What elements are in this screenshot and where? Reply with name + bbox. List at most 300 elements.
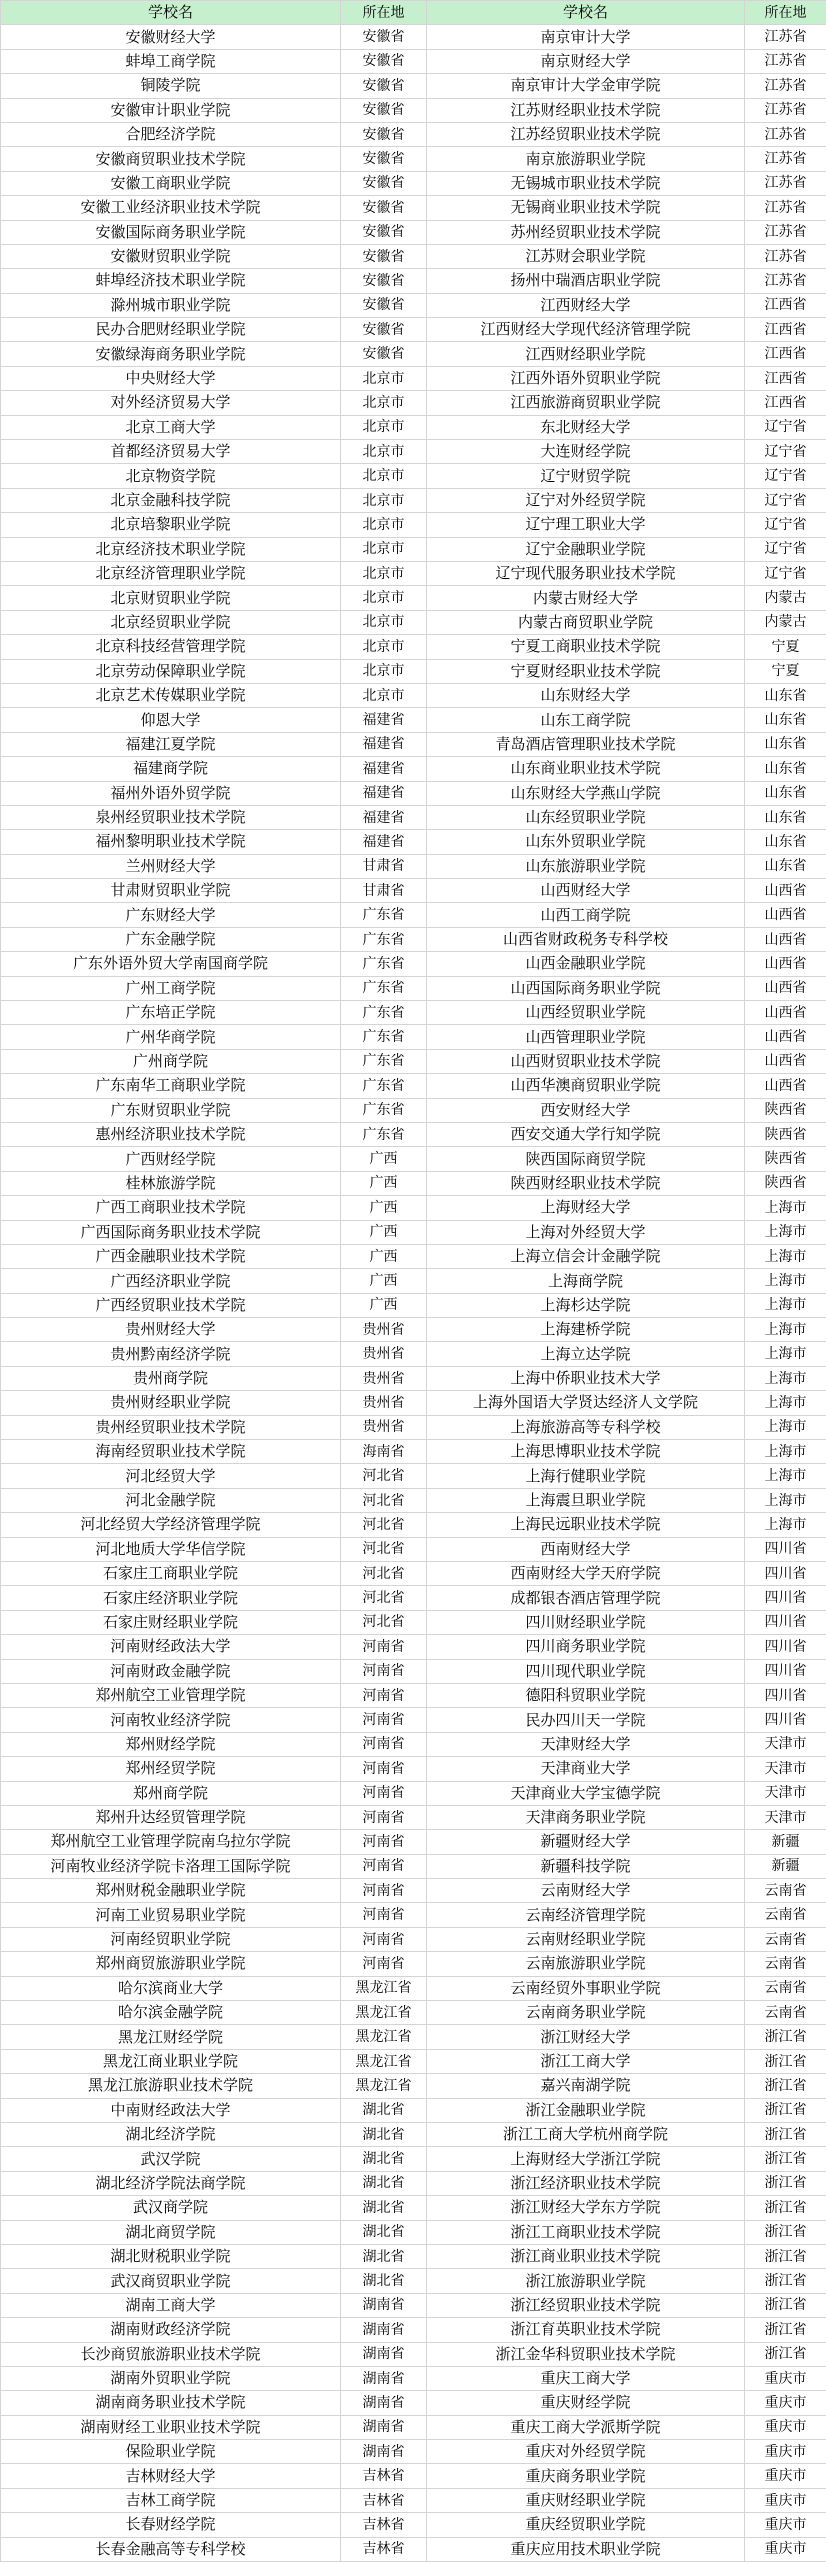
right-location: 山西省 <box>745 927 826 951</box>
left-location: 安徽省 <box>341 269 427 293</box>
right-school-name: 山东外贸职业学院 <box>427 830 745 854</box>
table-row <box>1 1513 826 1537</box>
table-row <box>1 1196 826 1220</box>
left-school-name: 首都经济贸易大学 <box>1 440 341 464</box>
left-school-name: 铜陵学院 <box>1 74 341 98</box>
left-location: 北京市 <box>341 610 427 634</box>
right-location: 重庆市 <box>745 2415 826 2439</box>
left-school-name: 贵州财经职业学院 <box>1 1391 341 1415</box>
left-school-name: 北京培黎职业学院 <box>1 513 341 537</box>
left-school-name: 湖南工商大学 <box>1 2293 341 2317</box>
left-school-name: 合肥经济学院 <box>1 122 341 146</box>
right-location: 陕西省 <box>745 1171 826 1195</box>
left-school-name: 黑龙江旅游职业技术学院 <box>1 2074 341 2098</box>
right-location: 上海市 <box>745 1513 826 1537</box>
right-location: 江苏省 <box>745 25 826 49</box>
left-school-name: 蚌埠经济技术职业学院 <box>1 269 341 293</box>
table-row <box>1 610 826 634</box>
right-location: 上海市 <box>745 1318 826 1342</box>
right-location: 辽宁省 <box>745 513 826 537</box>
left-location: 北京市 <box>341 391 427 415</box>
left-school-name: 吉林财经大学 <box>1 2464 341 2488</box>
left-location: 广东省 <box>341 1074 427 1098</box>
left-location: 安徽省 <box>341 49 427 73</box>
table-row <box>1 1635 826 1659</box>
table-row <box>1 1488 826 1512</box>
left-location: 北京市 <box>341 415 427 439</box>
left-school-name: 郑州财经学院 <box>1 1732 341 1756</box>
left-location: 河北省 <box>341 1537 427 1561</box>
right-location: 江苏省 <box>745 196 826 220</box>
left-school-name: 湖北财税职业学院 <box>1 2244 341 2268</box>
left-location: 安徽省 <box>341 171 427 195</box>
right-location: 陕西省 <box>745 1147 826 1171</box>
right-location: 四川省 <box>745 1635 826 1659</box>
left-school-name: 贵州财经大学 <box>1 1318 341 1342</box>
left-school-name: 广东金融学院 <box>1 927 341 951</box>
table-row <box>1 659 826 683</box>
right-location: 四川省 <box>745 1562 826 1586</box>
right-school-name: 无锡商业职业技术学院 <box>427 196 745 220</box>
table-row <box>1 2001 826 2025</box>
left-school-name: 北京金融科技学院 <box>1 488 341 512</box>
table-row <box>1 391 826 415</box>
left-school-name: 广州商学院 <box>1 1049 341 1073</box>
table-row <box>1 1220 826 1244</box>
left-location: 湖南省 <box>341 2342 427 2366</box>
right-school-name: 重庆应用技术职业学院 <box>427 2537 745 2561</box>
right-school-name: 江苏财经职业技术学院 <box>427 98 745 122</box>
left-location: 北京市 <box>341 464 427 488</box>
left-school-name: 石家庄工商职业学院 <box>1 1562 341 1586</box>
left-location: 河北省 <box>341 1562 427 1586</box>
right-school-name: 上海行健职业学院 <box>427 1464 745 1488</box>
left-location: 广东省 <box>341 1001 427 1025</box>
table-row <box>1 1903 826 1927</box>
right-school-name: 南京财经大学 <box>427 49 745 73</box>
left-location: 河北省 <box>341 1488 427 1512</box>
schools-table-body <box>1 1 826 2562</box>
left-school-name: 郑州航空工业管理学院南乌拉尔学院 <box>1 1830 341 1854</box>
right-school-name: 山西管理职业学院 <box>427 1025 745 1049</box>
right-location: 辽宁省 <box>745 464 826 488</box>
right-location: 山东省 <box>745 830 826 854</box>
table-row <box>1 2220 826 2244</box>
table-row <box>1 147 826 171</box>
table-row <box>1 1854 826 1878</box>
right-school-name: 山东商业职业技术学院 <box>427 757 745 781</box>
header-left-school-name: 学校名 <box>1 1 341 25</box>
left-location: 广东省 <box>341 1098 427 1122</box>
right-location: 重庆市 <box>745 2391 826 2415</box>
left-school-name: 广西财经学院 <box>1 1147 341 1171</box>
table-row <box>1 513 826 537</box>
right-school-name: 辽宁金融职业学院 <box>427 537 745 561</box>
left-school-name: 对外经济贸易大学 <box>1 391 341 415</box>
table-row <box>1 2025 826 2049</box>
table-row <box>1 1440 826 1464</box>
table-row <box>1 1610 826 1634</box>
right-location: 江苏省 <box>745 98 826 122</box>
left-location: 湖北省 <box>341 2269 427 2293</box>
left-location: 海南省 <box>341 1440 427 1464</box>
left-location: 河北省 <box>341 1464 427 1488</box>
right-location: 浙江省 <box>745 2147 826 2171</box>
left-school-name: 湖南商务职业技术学院 <box>1 2391 341 2415</box>
right-location: 重庆市 <box>745 2537 826 2561</box>
right-school-name: 江西旅游商贸职业学院 <box>427 391 745 415</box>
table-row <box>1 1976 826 2000</box>
table-row <box>1 1147 826 1171</box>
right-school-name: 上海思博职业技术学院 <box>427 1440 745 1464</box>
table-row <box>1 1244 826 1268</box>
left-location: 贵州省 <box>341 1342 427 1366</box>
left-location: 安徽省 <box>341 25 427 49</box>
table-row <box>1 2440 826 2464</box>
table-row <box>1 440 826 464</box>
right-school-name: 云南财经大学 <box>427 1879 745 1903</box>
left-location: 甘肃省 <box>341 879 427 903</box>
right-school-name: 宁夏工商职业技术学院 <box>427 635 745 659</box>
left-location: 广东省 <box>341 927 427 951</box>
table-row <box>1 1025 826 1049</box>
left-location: 河南省 <box>341 1635 427 1659</box>
right-location: 山西省 <box>745 879 826 903</box>
left-school-name: 北京工商大学 <box>1 415 341 439</box>
right-location: 辽宁省 <box>745 561 826 585</box>
right-location: 四川省 <box>745 1683 826 1707</box>
table-row <box>1 488 826 512</box>
left-school-name: 湖北经济学院 <box>1 2122 341 2146</box>
left-school-name: 河北经贸大学 <box>1 1464 341 1488</box>
left-school-name: 石家庄财经职业学院 <box>1 1610 341 1634</box>
right-school-name: 上海旅游高等专科学校 <box>427 1415 745 1439</box>
right-location: 江苏省 <box>745 147 826 171</box>
right-school-name: 重庆工商大学派斯学院 <box>427 2415 745 2439</box>
right-school-name: 四川商务职业学院 <box>427 1635 745 1659</box>
table-row <box>1 561 826 585</box>
table-row <box>1 1683 826 1707</box>
right-school-name: 苏州经贸职业技术学院 <box>427 220 745 244</box>
right-school-name: 无锡城市职业技术学院 <box>427 171 745 195</box>
right-school-name: 上海立达学院 <box>427 1342 745 1366</box>
left-school-name: 贵州经贸职业技术学院 <box>1 1415 341 1439</box>
table-row <box>1 2244 826 2268</box>
right-school-name: 浙江商业职业技术学院 <box>427 2244 745 2268</box>
right-location: 天津市 <box>745 1805 826 1829</box>
left-school-name: 郑州财税金融职业学院 <box>1 1879 341 1903</box>
right-school-name: 浙江金融职业学院 <box>427 2098 745 2122</box>
right-location: 山东省 <box>745 732 826 756</box>
right-school-name: 德阳科贸职业学院 <box>427 1683 745 1707</box>
right-location: 新疆 <box>745 1854 826 1878</box>
left-school-name: 郑州经贸学院 <box>1 1757 341 1781</box>
right-school-name: 浙江经贸职业技术学院 <box>427 2293 745 2317</box>
left-location: 湖北省 <box>341 2244 427 2268</box>
right-school-name: 上海商学院 <box>427 1269 745 1293</box>
table-row <box>1 1342 826 1366</box>
left-location: 广东省 <box>341 903 427 927</box>
left-school-name: 中南财经政法大学 <box>1 2098 341 2122</box>
right-location: 陕西省 <box>745 1098 826 1122</box>
table-row <box>1 2391 826 2415</box>
left-location: 安徽省 <box>341 74 427 98</box>
left-location: 河南省 <box>341 1854 427 1878</box>
right-school-name: 西安财经大学 <box>427 1098 745 1122</box>
right-location: 江西省 <box>745 318 826 342</box>
left-school-name: 广州华商学院 <box>1 1025 341 1049</box>
table-row <box>1 537 826 561</box>
right-school-name: 陕西国际商贸学院 <box>427 1147 745 1171</box>
right-school-name: 上海财经大学浙江学院 <box>427 2147 745 2171</box>
right-location: 浙江省 <box>745 2098 826 2122</box>
right-location: 山西省 <box>745 976 826 1000</box>
table-row <box>1 2415 826 2439</box>
table-row <box>1 586 826 610</box>
left-school-name: 湖南财经工业职业技术学院 <box>1 2415 341 2439</box>
left-school-name: 中央财经大学 <box>1 366 341 390</box>
right-location: 浙江省 <box>745 2220 826 2244</box>
left-location: 湖南省 <box>341 2391 427 2415</box>
right-school-name: 西安交通大学行知学院 <box>427 1122 745 1146</box>
table-row <box>1 830 826 854</box>
left-school-name: 安徽商贸职业技术学院 <box>1 147 341 171</box>
table-row <box>1 2074 826 2098</box>
left-location: 广东省 <box>341 1049 427 1073</box>
table-row <box>1 903 826 927</box>
right-school-name: 南京审计大学金审学院 <box>427 74 745 98</box>
left-location: 福建省 <box>341 781 427 805</box>
right-school-name: 南京旅游职业学院 <box>427 147 745 171</box>
table-row <box>1 25 826 49</box>
left-location: 河北省 <box>341 1586 427 1610</box>
left-location: 河南省 <box>341 1781 427 1805</box>
right-location: 重庆市 <box>745 2464 826 2488</box>
left-location: 河南省 <box>341 1927 427 1951</box>
left-school-name: 北京艺术传媒职业学院 <box>1 683 341 707</box>
left-school-name: 海南经贸职业技术学院 <box>1 1440 341 1464</box>
table-row <box>1 708 826 732</box>
left-location: 河南省 <box>341 1952 427 1976</box>
right-location: 四川省 <box>745 1610 826 1634</box>
right-school-name: 新疆财经大学 <box>427 1830 745 1854</box>
left-school-name: 广西经贸职业技术学院 <box>1 1293 341 1317</box>
left-school-name: 北京物资学院 <box>1 464 341 488</box>
right-location: 上海市 <box>745 1342 826 1366</box>
right-location: 江苏省 <box>745 269 826 293</box>
left-location: 贵州省 <box>341 1318 427 1342</box>
right-school-name: 上海建桥学院 <box>427 1318 745 1342</box>
right-school-name: 山西财贸职业技术学院 <box>427 1049 745 1073</box>
left-location: 河南省 <box>341 1732 427 1756</box>
left-location: 黑龙江省 <box>341 2025 427 2049</box>
right-school-name: 江西财经大学现代经济管理学院 <box>427 318 745 342</box>
left-school-name: 蚌埠工商学院 <box>1 49 341 73</box>
left-school-name: 河南牧业经济学院卡洛理工国际学院 <box>1 1854 341 1878</box>
right-school-name: 上海立信会计金融学院 <box>427 1244 745 1268</box>
right-location: 上海市 <box>745 1488 826 1512</box>
table-row <box>1 1927 826 1951</box>
right-location: 四川省 <box>745 1537 826 1561</box>
right-location: 江西省 <box>745 293 826 317</box>
right-location: 上海市 <box>745 1366 826 1390</box>
right-school-name: 上海民远职业技术学院 <box>427 1513 745 1537</box>
right-school-name: 浙江金华科贸职业技术学院 <box>427 2342 745 2366</box>
left-school-name: 广东财经大学 <box>1 903 341 927</box>
right-school-name: 云南经贸外事职业学院 <box>427 1976 745 2000</box>
left-location: 湖北省 <box>341 2098 427 2122</box>
left-school-name: 广东培正学院 <box>1 1001 341 1025</box>
left-school-name: 滁州城市职业学院 <box>1 293 341 317</box>
right-school-name: 山西国际商务职业学院 <box>427 976 745 1000</box>
left-location: 湖北省 <box>341 2122 427 2146</box>
right-school-name: 江西财经大学 <box>427 293 745 317</box>
right-location: 天津市 <box>745 1732 826 1756</box>
right-location: 山西省 <box>745 952 826 976</box>
right-school-name: 山东工商学院 <box>427 708 745 732</box>
left-location: 北京市 <box>341 635 427 659</box>
table-row <box>1 1586 826 1610</box>
table-row <box>1 1781 826 1805</box>
table-row <box>1 1805 826 1829</box>
right-school-name: 辽宁财贸学院 <box>427 464 745 488</box>
right-location: 四川省 <box>745 1586 826 1610</box>
left-school-name: 保险职业学院 <box>1 2440 341 2464</box>
left-location: 黑龙江省 <box>341 2049 427 2073</box>
right-location: 浙江省 <box>745 2122 826 2146</box>
left-school-name: 湖南外贸职业学院 <box>1 2366 341 2390</box>
left-school-name: 河南工业贸易职业学院 <box>1 1903 341 1927</box>
right-location: 陕西省 <box>745 1122 826 1146</box>
right-location: 内蒙古 <box>745 610 826 634</box>
right-location: 重庆市 <box>745 2513 826 2537</box>
left-school-name: 北京劳动保障职业学院 <box>1 659 341 683</box>
left-school-name: 郑州航空工业管理学院 <box>1 1683 341 1707</box>
left-location: 福建省 <box>341 830 427 854</box>
header-right-location: 所在地 <box>745 1 826 25</box>
right-school-name: 青岛酒店管理职业技术学院 <box>427 732 745 756</box>
right-location: 宁夏 <box>745 635 826 659</box>
table-row <box>1 732 826 756</box>
table-row <box>1 1757 826 1781</box>
left-school-name: 河北经贸大学经济管理学院 <box>1 1513 341 1537</box>
left-location: 福建省 <box>341 708 427 732</box>
table-row <box>1 1464 826 1488</box>
left-location: 北京市 <box>341 561 427 585</box>
header-right-school-name: 学校名 <box>427 1 745 25</box>
right-school-name: 重庆商务职业学院 <box>427 2464 745 2488</box>
right-school-name: 重庆财经学院 <box>427 2391 745 2415</box>
left-school-name: 长沙商贸旅游职业技术学院 <box>1 2342 341 2366</box>
left-school-name: 安徽国际商务职业学院 <box>1 220 341 244</box>
left-school-name: 北京科技经营管理学院 <box>1 635 341 659</box>
right-school-name: 重庆工商大学 <box>427 2366 745 2390</box>
table-row <box>1 1269 826 1293</box>
table-row <box>1 1171 826 1195</box>
table-row <box>1 122 826 146</box>
table-row <box>1 2488 826 2512</box>
left-school-name: 北京经济管理职业学院 <box>1 561 341 585</box>
table-row <box>1 1366 826 1390</box>
right-location: 上海市 <box>745 1244 826 1268</box>
left-school-name: 惠州经济职业技术学院 <box>1 1122 341 1146</box>
right-location: 重庆市 <box>745 2488 826 2512</box>
left-location: 广西 <box>341 1220 427 1244</box>
right-location: 云南省 <box>745 2001 826 2025</box>
table-row <box>1 2196 826 2220</box>
left-location: 安徽省 <box>341 196 427 220</box>
left-location: 黑龙江省 <box>341 2001 427 2025</box>
left-school-name: 湖南财政经济学院 <box>1 2318 341 2342</box>
left-location: 广东省 <box>341 976 427 1000</box>
right-school-name: 东北财经大学 <box>427 415 745 439</box>
left-location: 北京市 <box>341 683 427 707</box>
right-location: 上海市 <box>745 1293 826 1317</box>
left-location: 河南省 <box>341 1757 427 1781</box>
header-row <box>1 1 826 25</box>
left-location: 北京市 <box>341 440 427 464</box>
right-location: 辽宁省 <box>745 537 826 561</box>
left-location: 广西 <box>341 1269 427 1293</box>
table-row <box>1 1537 826 1561</box>
left-location: 安徽省 <box>341 293 427 317</box>
left-school-name: 河南经贸职业学院 <box>1 1927 341 1951</box>
right-location: 浙江省 <box>745 2049 826 2073</box>
right-location: 辽宁省 <box>745 488 826 512</box>
table-row <box>1 976 826 1000</box>
right-school-name: 山西省财政税务专科学校 <box>427 927 745 951</box>
left-school-name: 河北金融学院 <box>1 1488 341 1512</box>
table-row <box>1 74 826 98</box>
right-school-name: 上海对外经贸大学 <box>427 1220 745 1244</box>
left-school-name: 广东南华工商职业学院 <box>1 1074 341 1098</box>
header-left-location: 所在地 <box>341 1 427 25</box>
left-location: 河南省 <box>341 1659 427 1683</box>
left-location: 河南省 <box>341 1683 427 1707</box>
left-location: 北京市 <box>341 537 427 561</box>
right-location: 江西省 <box>745 342 826 366</box>
left-school-name: 贵州黔南经济学院 <box>1 1342 341 1366</box>
table-row <box>1 2513 826 2537</box>
table-row <box>1 293 826 317</box>
left-school-name: 桂林旅游学院 <box>1 1171 341 1195</box>
left-school-name: 北京经济技术职业学院 <box>1 537 341 561</box>
table-row <box>1 2269 826 2293</box>
right-location: 天津市 <box>745 1757 826 1781</box>
table-row <box>1 196 826 220</box>
right-location: 四川省 <box>745 1659 826 1683</box>
right-school-name: 山西经贸职业学院 <box>427 1001 745 1025</box>
right-location: 江苏省 <box>745 220 826 244</box>
right-location: 江苏省 <box>745 171 826 195</box>
left-location: 贵州省 <box>341 1366 427 1390</box>
left-location: 安徽省 <box>341 244 427 268</box>
left-school-name: 安徽财经大学 <box>1 25 341 49</box>
left-school-name: 郑州升达经贸管理学院 <box>1 1805 341 1829</box>
left-school-name: 黑龙江财经学院 <box>1 2025 341 2049</box>
left-school-name: 广东财贸职业学院 <box>1 1098 341 1122</box>
right-school-name: 山东财经大学燕山学院 <box>427 781 745 805</box>
right-location: 山东省 <box>745 708 826 732</box>
left-location: 河南省 <box>341 1830 427 1854</box>
left-location: 安徽省 <box>341 98 427 122</box>
right-school-name: 天津商业大学 <box>427 1757 745 1781</box>
left-location: 广东省 <box>341 1122 427 1146</box>
left-school-name: 郑州商学院 <box>1 1781 341 1805</box>
left-location: 吉林省 <box>341 2464 427 2488</box>
left-location: 湖北省 <box>341 2196 427 2220</box>
left-school-name: 郑州商贸旅游职业学院 <box>1 1952 341 1976</box>
